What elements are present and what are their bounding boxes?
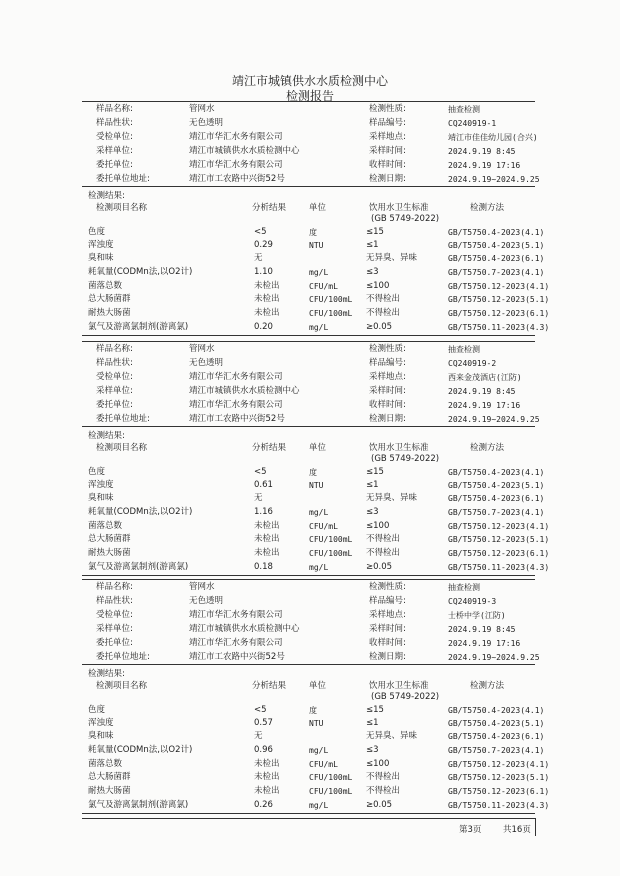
test-nature-label: 检测性质: <box>369 582 406 592</box>
sampling-place-value: 士桥中学(江防) <box>448 611 506 620</box>
sampling-unit-value: 靖江市城镇供水水质检测中心 <box>189 146 300 156</box>
sampling-place-label: 采样地点: <box>369 610 406 620</box>
item-name: 总大肠菌群 <box>88 534 131 544</box>
page-number: 第3页 <box>459 825 482 835</box>
item-standard: ≥0.05 <box>366 322 393 332</box>
col-standard-code-header: (GB 5749-2022) <box>371 692 440 702</box>
item-unit: CFU/mL <box>309 522 338 531</box>
test-date-value: 2024.9.19~2024.9.25 <box>448 415 540 424</box>
sampling-place-value: 靖江市佳佳幼儿园(合兴) <box>448 133 538 142</box>
col-result-header: 分析结果 <box>252 681 287 691</box>
receipt-time-value: 2024.9.19 17:16 <box>448 161 521 170</box>
sampling-time-value: 2024.9.19 8:45 <box>448 387 516 396</box>
receipt-time-label: 收样时间: <box>369 638 406 648</box>
receipt-time-label: 收样时间: <box>369 160 406 170</box>
item-unit: CFU/100mL <box>309 309 353 318</box>
item-method: GB/T5750.12-2023(5.1) <box>448 773 550 782</box>
col-method-header: 检测方法 <box>470 443 505 453</box>
item-unit: CFU/mL <box>309 760 338 769</box>
sampling-unit-value: 靖江市城镇供水水质检测中心 <box>189 386 300 396</box>
item-result: 未检出 <box>254 786 280 796</box>
sample-name-label: 样品名称: <box>96 344 133 354</box>
sample-trait-value: 无色透明 <box>189 358 224 368</box>
item-standard: ≤100 <box>366 759 390 769</box>
col-result-header: 分析结果 <box>252 443 287 453</box>
sampling-unit-value: 靖江市城镇供水水质检测中心 <box>189 624 300 634</box>
item-unit: 度 <box>309 706 317 715</box>
item-method: GB/T5750.7-2023(4.1) <box>448 268 545 277</box>
rule <box>82 575 535 576</box>
sample-trait-value: 无色透明 <box>189 118 224 128</box>
item-result: 1.16 <box>254 507 273 517</box>
sampling-place-label: 采样地点: <box>369 132 406 142</box>
item-method: GB/T5750.12-2023(6.1) <box>448 309 550 318</box>
rule <box>82 335 535 336</box>
inspected-unit-value: 靖江市华汇水务有限公司 <box>189 610 283 620</box>
item-result: 未检出 <box>254 772 280 782</box>
results-heading: 检测结果: <box>88 191 125 201</box>
item-unit: CFU/100mL <box>309 549 353 558</box>
report-title: 检测报告 <box>285 89 334 103</box>
receipt-time-value: 2024.9.19 17:16 <box>448 639 521 648</box>
client-address-value: 靖江市工农路中兴街52号 <box>189 174 285 184</box>
item-name: 菌落总数 <box>88 759 123 769</box>
item-standard: ≤15 <box>366 467 384 477</box>
item-result: 未检出 <box>254 534 280 544</box>
item-standard: 不得检出 <box>366 308 401 318</box>
sample-no-label: 样品编号: <box>369 358 406 368</box>
item-unit: NTU <box>309 481 324 490</box>
item-name: 氯气及游离氯制剂(游离氯) <box>88 562 189 572</box>
item-result: 无 <box>254 493 263 503</box>
item-method: GB/T5750.4-2023(6.1) <box>448 494 545 503</box>
client-address-value: 靖江市工农路中兴街52号 <box>189 652 285 662</box>
rule <box>82 101 535 102</box>
col-unit-header: 单位 <box>309 681 327 691</box>
item-standard: ≤15 <box>366 227 384 237</box>
item-method: GB/T5750.4-2023(5.1) <box>448 719 545 728</box>
item-result: 0.18 <box>254 562 273 572</box>
item-name: 臭和味 <box>88 253 114 263</box>
results-heading: 检测结果: <box>88 669 125 679</box>
item-name: 浑浊度 <box>88 240 114 250</box>
item-result: <5 <box>254 227 267 237</box>
test-date-label: 检测日期: <box>369 174 406 184</box>
item-unit: mg/L <box>309 323 329 332</box>
item-name: 臭和味 <box>88 731 114 741</box>
client-unit-label: 委托单位: <box>96 400 133 410</box>
sample-name-value: 管网水 <box>189 582 215 592</box>
item-name: 色度 <box>88 467 106 477</box>
test-nature-label: 检测性质: <box>369 104 406 114</box>
item-standard: 不得检出 <box>366 786 401 796</box>
item-method: GB/T5750.12-2023(5.1) <box>448 535 550 544</box>
col-item-header: 检测项目名称 <box>96 443 148 453</box>
item-name: 耐热大肠菌 <box>88 548 131 558</box>
item-standard: 无异臭、异味 <box>366 731 418 741</box>
item-name: 总大肠菌群 <box>88 294 131 304</box>
item-method: GB/T5750.11-2023(4.3) <box>448 563 550 572</box>
sample-trait-value: 无色透明 <box>189 596 224 606</box>
item-unit: mg/L <box>309 563 329 572</box>
col-method-header: 检测方法 <box>470 203 505 213</box>
item-name: 臭和味 <box>88 493 114 503</box>
item-result: 0.96 <box>254 745 273 755</box>
item-method: GB/T5750.7-2023(4.1) <box>448 508 545 517</box>
sampling-time-label: 采样时间: <box>369 624 406 634</box>
item-name: 菌落总数 <box>88 521 123 531</box>
sample-no-value: CQ240919-2 <box>448 359 497 368</box>
sampling-place-label: 采样地点: <box>369 372 406 382</box>
test-date-value: 2024.9.19~2024.9.25 <box>448 653 540 662</box>
item-unit: CFU/mL <box>309 282 338 291</box>
sample-trait-label: 样品性状: <box>96 118 133 128</box>
rule <box>82 426 535 427</box>
col-method-header: 检测方法 <box>470 681 505 691</box>
inspected-unit-value: 靖江市华汇水务有限公司 <box>189 132 283 142</box>
test-nature-label: 检测性质: <box>369 344 406 354</box>
item-result: 无 <box>254 253 263 263</box>
item-name: 耐热大肠菌 <box>88 786 131 796</box>
item-name: 氯气及游离氯制剂(游离氯) <box>88 800 189 810</box>
item-result: <5 <box>254 705 267 715</box>
sampling-unit-label: 采样单位: <box>96 146 133 156</box>
sample-name-value: 管网水 <box>189 344 215 354</box>
item-name: 耗氧量(CODMn法,以O2计) <box>88 507 193 517</box>
client-address-label: 委托单位地址: <box>96 414 150 424</box>
item-unit: CFU/100mL <box>309 295 353 304</box>
item-standard: ≤100 <box>366 281 390 291</box>
col-standard-code-header: (GB 5749-2022) <box>371 214 440 224</box>
test-nature-value: 抽查检测 <box>448 583 480 592</box>
item-method: GB/T5750.7-2023(4.1) <box>448 746 545 755</box>
test-nature-value: 抽查检测 <box>448 105 480 114</box>
item-unit: CFU/100mL <box>309 773 353 782</box>
col-item-header: 检测项目名称 <box>96 681 148 691</box>
rule <box>82 579 535 580</box>
item-standard: ≤100 <box>366 521 390 531</box>
sampling-unit-label: 采样单位: <box>96 386 133 396</box>
bottom-rule <box>82 818 535 819</box>
item-standard: 不得检出 <box>366 772 401 782</box>
sampling-unit-label: 采样单位: <box>96 624 133 634</box>
item-standard: ≤1 <box>366 480 379 490</box>
item-result: 未检出 <box>254 308 280 318</box>
item-result: 未检出 <box>254 548 280 558</box>
item-result: 无 <box>254 731 263 741</box>
rule <box>82 813 535 814</box>
sample-name-value: 管网水 <box>189 104 215 114</box>
item-name: 总大肠菌群 <box>88 772 131 782</box>
client-unit-value: 靖江市华汇水务有限公司 <box>189 160 283 170</box>
test-date-label: 检测日期: <box>369 652 406 662</box>
col-standard-header: 饮用水卫生标准 <box>369 443 429 453</box>
item-result: 0.61 <box>254 480 273 490</box>
test-date-value: 2024.9.19~2024.9.25 <box>448 175 540 184</box>
inspected-unit-label: 受检单位: <box>96 132 133 142</box>
item-method: GB/T5750.12-2023(6.1) <box>448 549 550 558</box>
item-result: 0.26 <box>254 800 273 810</box>
item-standard: ≤3 <box>366 267 379 277</box>
item-method: GB/T5750.11-2023(4.3) <box>448 801 550 810</box>
client-address-label: 委托单位地址: <box>96 652 150 662</box>
item-standard: ≤1 <box>366 718 379 728</box>
client-address-value: 靖江市工农路中兴街52号 <box>189 414 285 424</box>
sample-no-value: CQ240919-1 <box>448 119 497 128</box>
item-result: 未检出 <box>254 759 280 769</box>
rule <box>82 664 535 665</box>
item-unit: CFU/100mL <box>309 535 353 544</box>
item-result: 1.10 <box>254 267 273 277</box>
item-name: 耗氧量(CODMn法,以O2计) <box>88 745 193 755</box>
item-unit: NTU <box>309 241 324 250</box>
col-standard-header: 饮用水卫生标准 <box>369 203 429 213</box>
client-unit-value: 靖江市华汇水务有限公司 <box>189 638 283 648</box>
results-heading: 检测结果: <box>88 431 125 441</box>
item-name: 色度 <box>88 705 106 715</box>
item-unit: 度 <box>309 228 317 237</box>
item-method: GB/T5750.4-2023(4.1) <box>448 706 545 715</box>
item-standard: 不得检出 <box>366 548 401 558</box>
rule <box>82 186 535 187</box>
inspected-unit-label: 受检单位: <box>96 372 133 382</box>
item-method: GB/T5750.12-2023(4.1) <box>448 522 550 531</box>
col-unit-header: 单位 <box>309 443 327 453</box>
item-method: GB/T5750.4-2023(5.1) <box>448 241 545 250</box>
item-result: <5 <box>254 467 267 477</box>
item-result: 未检出 <box>254 281 280 291</box>
item-name: 浑浊度 <box>88 718 114 728</box>
item-name: 氯气及游离氯制剂(游离氯) <box>88 322 189 332</box>
item-method: GB/T5750.4-2023(4.1) <box>448 228 545 237</box>
col-result-header: 分析结果 <box>252 203 287 213</box>
sampling-time-value: 2024.9.19 8:45 <box>448 625 516 634</box>
item-standard: ≥0.05 <box>366 562 393 572</box>
item-unit: NTU <box>309 719 324 728</box>
receipt-time-value: 2024.9.19 17:16 <box>448 401 521 410</box>
item-result: 未检出 <box>254 521 280 531</box>
item-name: 浑浊度 <box>88 480 114 490</box>
item-standard: ≤15 <box>366 705 384 715</box>
sample-trait-label: 样品性状: <box>96 358 133 368</box>
item-method: GB/T5750.4-2023(6.1) <box>448 732 545 741</box>
item-result: 0.20 <box>254 322 273 332</box>
col-item-header: 检测项目名称 <box>96 203 148 213</box>
item-result: 未检出 <box>254 294 280 304</box>
inspected-unit-label: 受检单位: <box>96 610 133 620</box>
client-unit-value: 靖江市华汇水务有限公司 <box>189 400 283 410</box>
item-name: 耐热大肠菌 <box>88 308 131 318</box>
sampling-time-label: 采样时间: <box>369 146 406 156</box>
sample-no-label: 样品编号: <box>369 596 406 606</box>
item-method: GB/T5750.4-2023(4.1) <box>448 468 545 477</box>
item-method: GB/T5750.4-2023(6.1) <box>448 254 545 263</box>
item-method: GB/T5750.11-2023(4.3) <box>448 323 550 332</box>
item-standard: ≤1 <box>366 240 379 250</box>
item-method: GB/T5750.4-2023(5.1) <box>448 481 545 490</box>
item-unit: 度 <box>309 468 317 477</box>
receipt-time-label: 收样时间: <box>369 400 406 410</box>
item-name: 色度 <box>88 227 106 237</box>
item-standard: 无异臭、异味 <box>366 493 418 503</box>
sampling-place-value: 西来金茂酒店(江防) <box>448 373 522 382</box>
item-standard: ≤3 <box>366 507 379 517</box>
item-standard: 无异臭、异味 <box>366 253 418 263</box>
client-address-label: 委托单位地址: <box>96 174 150 184</box>
sampling-time-label: 采样时间: <box>369 386 406 396</box>
item-method: GB/T5750.12-2023(5.1) <box>448 295 550 304</box>
item-standard: ≤3 <box>366 745 379 755</box>
item-unit: mg/L <box>309 746 329 755</box>
item-name: 耗氧量(CODMn法,以O2计) <box>88 267 193 277</box>
item-method: GB/T5750.12-2023(4.1) <box>448 282 550 291</box>
item-method: GB/T5750.12-2023(4.1) <box>448 760 550 769</box>
sampling-time-value: 2024.9.19 8:45 <box>448 147 516 156</box>
item-standard: 不得检出 <box>366 294 401 304</box>
item-unit: mg/L <box>309 801 329 810</box>
item-method: GB/T5750.12-2023(6.1) <box>448 787 550 796</box>
sample-no-label: 样品编号: <box>369 118 406 128</box>
item-standard: 不得检出 <box>366 534 401 544</box>
item-standard: ≥0.05 <box>366 800 393 810</box>
col-standard-header: 饮用水卫生标准 <box>369 681 429 691</box>
col-unit-header: 单位 <box>309 203 327 213</box>
footer-divider <box>535 818 536 836</box>
client-unit-label: 委托单位: <box>96 638 133 648</box>
test-date-label: 检测日期: <box>369 414 406 424</box>
page-total: 共16页 <box>503 825 531 835</box>
item-result: 0.29 <box>254 240 273 250</box>
sample-name-label: 样品名称: <box>96 582 133 592</box>
item-name: 菌落总数 <box>88 281 123 291</box>
item-result: 0.57 <box>254 718 273 728</box>
sample-no-value: CQ240919-3 <box>448 597 497 606</box>
client-unit-label: 委托单位: <box>96 160 133 170</box>
rule <box>82 341 535 342</box>
item-unit: CFU/100mL <box>309 787 353 796</box>
inspected-unit-value: 靖江市华汇水务有限公司 <box>189 372 283 382</box>
col-standard-code-header: (GB 5749-2022) <box>371 454 440 464</box>
sample-name-label: 样品名称: <box>96 104 133 114</box>
item-unit: mg/L <box>309 508 329 517</box>
test-nature-value: 抽查检测 <box>448 345 480 354</box>
item-unit: mg/L <box>309 268 329 277</box>
org-title: 靖江市城镇供水水质检测中心 <box>231 74 388 88</box>
sample-trait-label: 样品性状: <box>96 596 133 606</box>
